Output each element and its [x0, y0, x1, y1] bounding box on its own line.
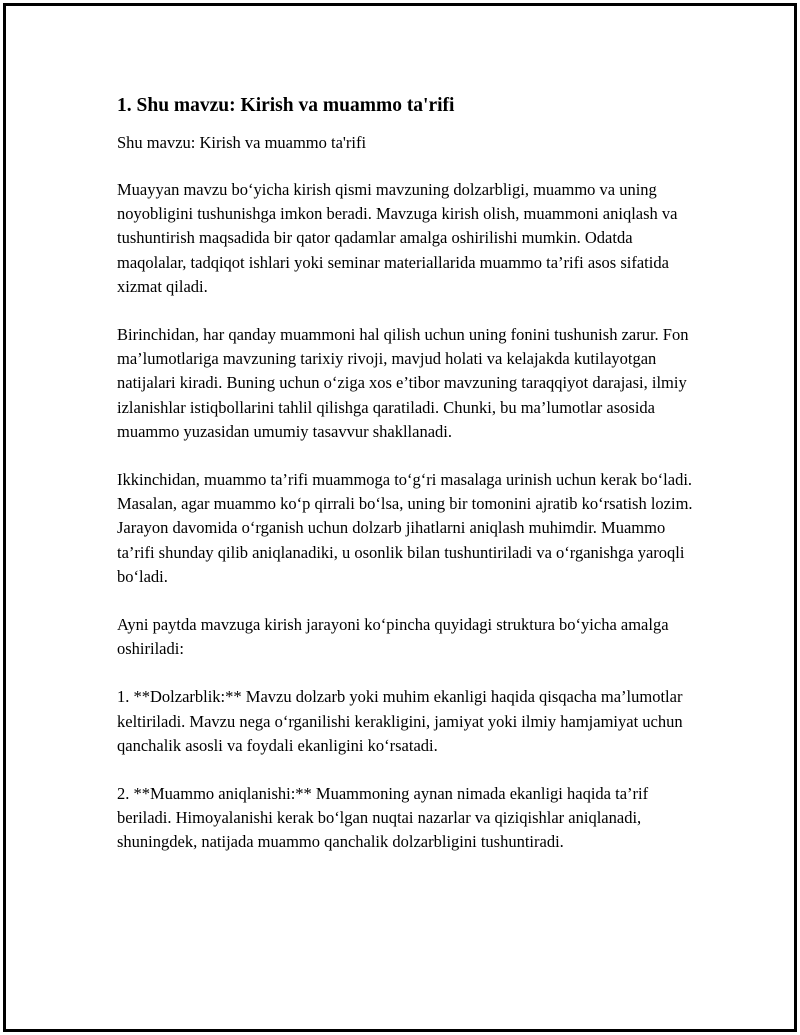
paragraph-structure-intro: Ayni paytda mavzuga kirish jarayoni ko‘pincha quyidagi struktura bo‘yicha amalga oshiriladi:	[117, 615, 669, 659]
document-heading: 1. Shu mavzu: Kirish va muammo ta'rifi	[117, 95, 455, 116]
list-item-muammo-aniqlanishi: 2. **Muammo aniqlanishi:** Muammoning aynan nimada ekanligi haqida ta’rif beriladi. Himoyalanishi kerak bo‘lgan nuqtai nazarlar va qiziqishlar aniqlanadi, shuningdek, natijada muammo qanchalik dolzarbligini tushuntiradi.	[117, 784, 649, 852]
list-item-dolzarblik: 1. **Dolzarblik:** Mavzu dolzarb yoki muhim ekanligi haqida qisqacha ma’lumotlar keltiriladi. Mavzu nega o‘rganilishi kerakligini, jamiyat yoki ilmiy hamjamiyat uchun qanchalik asosli va foydali ekanligini ko‘rsatadi.	[117, 687, 683, 755]
paragraph-intro: Muayyan mavzu bo‘yicha kirish qismi mavzuning dolzarbligi, muammo va uning noyobligini tushunishga imkon beradi. Mavzuga kirish olish, muammoni aniqlash va tushuntirish maqsadida bir qator qadamlar amalga oshirilishi mumkin. Odatda maqolalar, tadqiqot ishlari yoki seminar materiallarida muammo ta’rifi asos sifatida xizmat qiladi.	[117, 180, 678, 296]
paragraph-second: Ikkinchidan, muammo ta’rifi muammoga to‘g‘ri masalaga urinish uchun kerak bo‘ladi. Masalan, agar muammo ko‘p qirrali bo‘lsa, uning bir tomonini ajratib ko‘rsatish lozim. Jarayon davomida o‘rganish uchun dolzarb jihatlarni aniqlash muhimdir. Muammo ta’rifi shunday qilib aniqlanadiki, u osonlik bilan tushuntiriladi va o‘rganishga yaroqli bo‘ladi.	[117, 470, 693, 586]
document-body	[117, 94, 697, 879]
document-subtitle: Shu mavzu: Kirish va muammo ta'rifi	[117, 133, 367, 152]
paragraph-first: Birinchidan, har qanday muammoni hal qilish uchun uning fonini tushunish zarur. Fon ma’lumotlariga mavzuning tarixiy rivoji, mavjud holati va kelajakda kutilayotgan natijalari kiradi. Buning uchun o‘ziga xos e’tibor mavzuning taraqqiyot darajasi, ilmiy izlanishlar istiqbollarini tahlil qilishga qaratiladi. Chunki, bu ma’lumotlar asosida muammo yuzasidan umumiy tasavvur shakllanadi.	[117, 325, 689, 441]
